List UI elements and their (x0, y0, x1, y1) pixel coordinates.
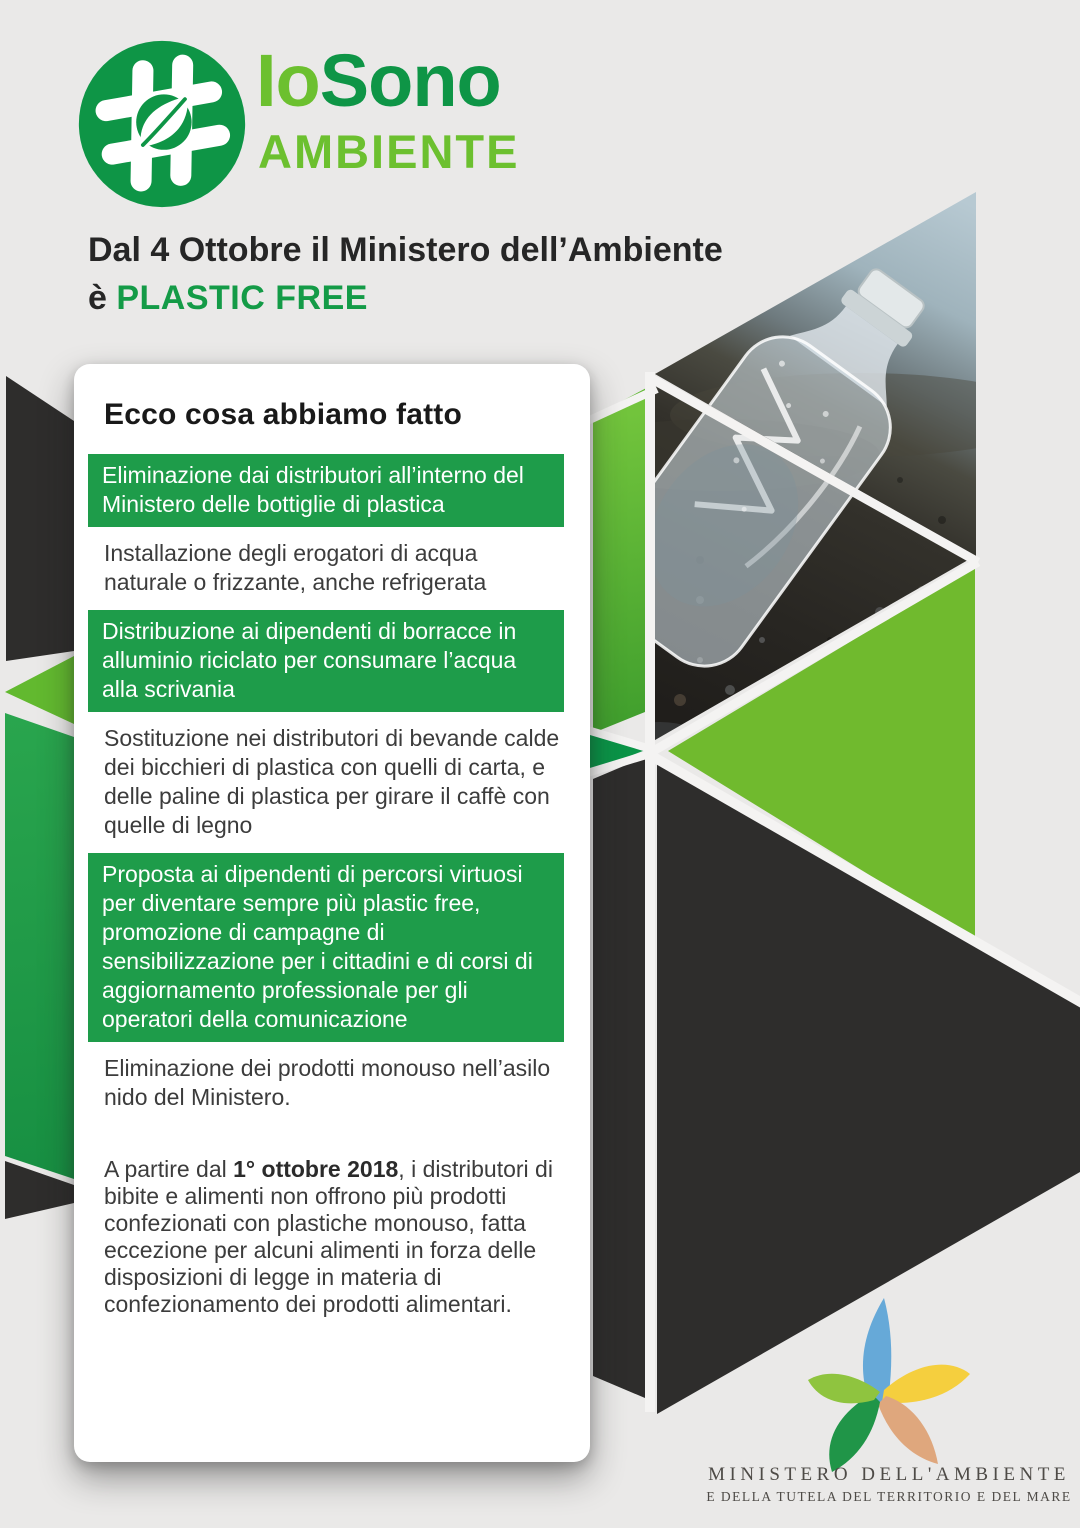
star-arm-yellow (882, 1365, 970, 1403)
wordmark-io: Io (256, 39, 320, 122)
campaign-wordmark-line1 (256, 39, 501, 122)
done-item-plain: Installazione degli erogatori di acqua naturale o frizzante, anche refrigerata (104, 540, 487, 595)
ministry-name-block (700, 1464, 1078, 1505)
closing-paragraph (104, 1156, 564, 1318)
ministry-subtitle: E DELLA TUTELA DEL TERRITORIO E DEL MARE (706, 1489, 1072, 1504)
wordmark-sono: Sono (319, 39, 501, 122)
card-title: Ecco cosa abbiamo fatto (104, 398, 463, 431)
hashtag-leaf-icon (76, 38, 248, 210)
headline-line1: Dal 4 Ottobre il Ministero dell’Ambiente (88, 231, 723, 269)
ministry-name: MINISTERO DELL'AMBIENTE (708, 1464, 1070, 1485)
closing-prefix: A partire dal (104, 1156, 234, 1182)
headline-plastic-free: PLASTIC FREE (116, 279, 368, 317)
achievements-card (74, 364, 590, 1462)
done-item-plain: Eliminazione dei prodotti monouso nell’asilo nido del Ministero. (104, 1055, 551, 1110)
closing-suffix: , i distributori di bibite e alimenti non offrono più prodotti confezionati con plastiche monouso, fatta eccezione per alcuni alimenti in forza delle disposizioni di legge in materia di confezionamento dei prodotti alimentari. (104, 1156, 553, 1317)
ministry-starfish-icon (776, 1288, 980, 1472)
done-item-green: Eliminazione dai distributori all’interno del Ministero delle bottiglie di plastica (88, 454, 564, 527)
campaign-wordmark-line2: AMBIENTE (258, 125, 520, 178)
headline (88, 226, 888, 322)
done-item-green: Proposta ai dipendenti di percorsi virtuosi per diventare sempre più plastic free, promozione di campagne di sensibilizzazione per i cittadini e di corsi di aggiornamento professionale per gli operatori della comunicazione (88, 853, 564, 1042)
closing-date: 1° ottobre 2018 (233, 1156, 399, 1182)
left-edge-shapes (5, 376, 74, 1219)
done-item-plain: Sostituzione nei distributori di bevande calde dei bicchieri di plastica con quelli di carta, e delle paline di plastica per girare il caffè con quelle di legno (104, 725, 560, 838)
star-arm-orange (878, 1396, 938, 1464)
done-item-green: Distribuzione ai dipendenti di borracce in alluminio riciclato per consumare l’acqua alla scrivania (88, 610, 564, 712)
headline-line2 (88, 274, 888, 322)
middle-strip-shapes (588, 386, 650, 1398)
star-arm-green-dark (829, 1394, 880, 1472)
headline-line2-prefix: è (88, 279, 117, 317)
